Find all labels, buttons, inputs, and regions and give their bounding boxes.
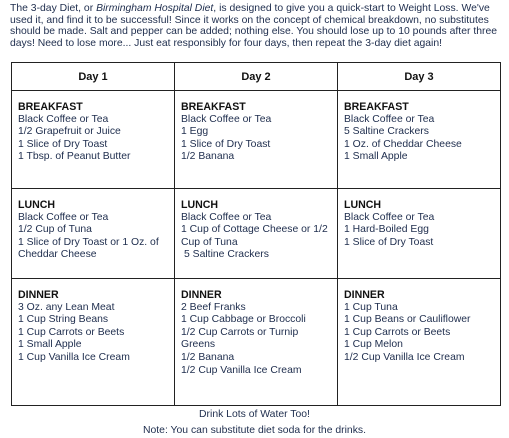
meal-item: 1 Cup String Beans <box>18 314 109 326</box>
breakfast-row <box>12 91 501 189</box>
meal-title: LUNCH <box>344 199 382 211</box>
meal-title: BREAKFAST <box>344 101 409 113</box>
intro-text-start: The 3-day Diet, or <box>10 3 97 14</box>
header-day-3: Day 3 <box>338 63 501 91</box>
meal-item: 1/2 Cup of Tuna <box>18 224 92 236</box>
intro-diet-name: Birmingham Hospital Diet <box>96 3 214 14</box>
meal-item: 1 Cup Melon <box>344 339 403 351</box>
meal-item: 1/2 Cup Vanilla Ice Cream <box>344 351 465 363</box>
meal-item: 1 Cup Carrots or Beets <box>18 326 125 338</box>
meal-item: Black Coffee or Tea <box>18 211 109 223</box>
meal-item: 1 Slice of Dry Toast <box>181 138 271 150</box>
dinner-day-1 <box>12 279 175 406</box>
meal-item: Black Coffee or Tea <box>344 211 435 223</box>
meal-item: 1 Cup of Cottage Cheese or 1/2 Cup of Tuna <box>181 224 328 248</box>
intro-text-rest: , is designed to give you a quick-start to Weight Loss. We've used it, and find it to be successful! Since it works on the concept of chemical breakdown, no substitutes should be made. Salt and pepper can be added; nothing else. You should lose up to 10 pounds after three days! Need to lose more... Just eat responsibly for four days, then repeat the 3-day diet again! <box>10 3 497 49</box>
meal-title: DINNER <box>18 289 59 301</box>
lunch-day-3 <box>338 189 501 279</box>
meal-title: DINNER <box>181 289 222 301</box>
meal-item: 2 Beef Franks <box>181 301 246 313</box>
meal-item: 1/2 Grapefruit or Juice <box>18 126 121 138</box>
meal-item: 3 Oz. any Lean Meat <box>18 301 115 313</box>
header-day-2: Day 2 <box>175 63 338 91</box>
meal-title: DINNER <box>344 289 385 301</box>
breakfast-day-3 <box>338 91 501 189</box>
meal-item: Black Coffee or Tea <box>18 113 109 125</box>
meal-item: 1 Slice of Dry Toast <box>344 236 434 248</box>
meal-item: 5 Saltine Crackers <box>344 126 429 138</box>
dinner-day-2 <box>175 279 338 406</box>
meal-item: 1 Oz. of Cheddar Cheese <box>344 138 462 150</box>
header-day-1: Day 1 <box>12 63 175 91</box>
meal-item: 1/2 Banana <box>181 151 235 163</box>
diet-soda-note: Note: You can substitute diet soda for the drinks. <box>143 425 366 436</box>
meal-item: 1 Cup Cabbage or Broccoli <box>181 314 306 326</box>
meal-item: 1 Small Apple <box>344 151 408 163</box>
meal-item: 1 Cup Carrots or Beets <box>344 326 451 338</box>
meal-item: 1 Egg <box>181 126 209 138</box>
lunch-row <box>12 189 501 279</box>
meal-item: 5 Saltine Crackers <box>184 249 269 261</box>
header-row <box>12 63 501 91</box>
lunch-day-1 <box>12 189 175 279</box>
meal-item: 1 Slice of Dry Toast or 1 Oz. of Cheddar Cheese <box>18 236 159 261</box>
meal-title: LUNCH <box>18 199 56 211</box>
breakfast-day-2 <box>175 91 338 189</box>
meal-item: Black Coffee or Tea <box>181 211 272 223</box>
meal-item: 1 Small Apple <box>18 339 82 351</box>
meal-item: 1/2 Banana <box>181 351 235 363</box>
meal-title: BREAKFAST <box>181 101 246 113</box>
meal-item: 1 Cup Beans or Cauliflower <box>344 314 471 326</box>
breakfast-day-1 <box>12 91 175 189</box>
meal-item: Black Coffee or Tea <box>181 113 272 125</box>
water-reminder: Drink Lots of Water Too! <box>199 409 310 420</box>
meal-item: 1 Cup Vanilla Ice Cream <box>18 351 130 363</box>
meal-item: Black Coffee or Tea <box>344 113 435 125</box>
meal-item: 1/2 Cup Vanilla Ice Cream <box>181 364 302 376</box>
dinner-row <box>12 279 501 406</box>
meal-item: 1 Slice of Dry Toast <box>18 138 108 150</box>
lunch-day-2 <box>175 189 338 279</box>
meal-title: LUNCH <box>181 199 219 211</box>
meal-item: 1 Tbsp. of Peanut Butter <box>18 151 131 163</box>
intro-paragraph <box>10 3 502 49</box>
meal-item: 1 Cup Tuna <box>344 301 398 313</box>
meal-item: 1 Hard-Boiled Egg <box>344 224 429 236</box>
meal-item: 1/2 Cup Carrots or Turnip Greens <box>181 326 299 351</box>
diet-table <box>11 62 501 406</box>
meal-title: BREAKFAST <box>18 101 83 113</box>
dinner-day-3 <box>338 279 501 406</box>
